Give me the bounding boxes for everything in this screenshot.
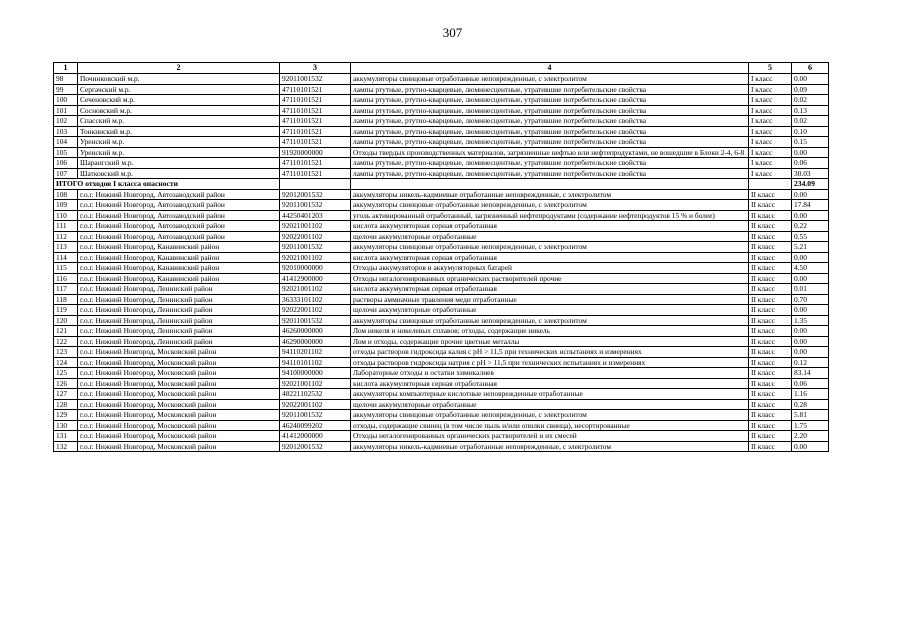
municipality-cell: г.о.г. Нижний Новгород, Ленинский район [78, 294, 280, 305]
hazard-class-cell: II класс [749, 284, 792, 295]
waste-description-cell: лампы ртутные, ртутно-кварцевые, люминесцентные, утратившие потребительские свойства [351, 84, 749, 95]
municipality-cell: Уренский м.р. [78, 137, 280, 148]
waste-amount-cell: 0.00 [792, 189, 829, 200]
waste-amount-cell: 0.06 [792, 158, 829, 169]
table-row [54, 347, 829, 358]
row-number-cell: 112 [54, 231, 78, 242]
hazard-class-cell: II класс [749, 389, 792, 400]
waste-amount-cell: 0.13 [792, 105, 829, 116]
waste-description-cell: кислота аккумуляторная серная отработанная [351, 378, 749, 389]
row-number-cell: 108 [54, 189, 78, 200]
municipality-cell: Починковский м.р. [78, 74, 280, 85]
waste-description-cell: лампы ртутные, ртутно-кварцевые, люминесцентные, утратившие потребительские свойства [351, 105, 749, 116]
waste-code-cell: 47110101521 [280, 95, 351, 106]
table-row [54, 84, 829, 95]
municipality-cell: Тонкинский м.р. [78, 126, 280, 137]
hazard-class-cell: II класс [749, 431, 792, 442]
table-row [54, 221, 829, 232]
row-number-cell: 123 [54, 347, 78, 358]
hazard-class-cell: II класс [749, 420, 792, 431]
hazard-class-cell: I класс [749, 168, 792, 179]
waste-description-cell: кислота аккумуляторная серная отработанная [351, 284, 749, 295]
hazard-class-cell: II класс [749, 336, 792, 347]
municipality-cell: Шатковский м.р. [78, 168, 280, 179]
municipality-cell: г.о.г. Нижний Новгород, Московский район [78, 347, 280, 358]
municipality-cell: г.о.г. Нижний Новгород, Канавинский район [78, 273, 280, 284]
waste-code-cell: 48221102532 [280, 389, 351, 400]
row-number-cell: 129 [54, 410, 78, 421]
row-number-cell: 106 [54, 158, 78, 169]
municipality-cell: Спасский м.р. [78, 116, 280, 127]
waste-description-cell: аккумуляторы свинцовые отработанные неповрежденные, с электролитом [351, 242, 749, 253]
row-number-cell: 119 [54, 305, 78, 316]
waste-description-cell: аккумуляторы никель-кадмиевые отработанные неповрежденные, с электролитом [351, 441, 749, 452]
waste-description-cell: Лом никеля и никелевых сплавов; отходы, содержащие никель [351, 326, 749, 337]
municipality-cell: г.о.г. Нижний Новгород, Ленинский район [78, 305, 280, 316]
waste-code-cell: 46240099202 [280, 420, 351, 431]
table-row [54, 116, 829, 127]
waste-description-cell: Отходы негалогенированных органических растворителей прочие [351, 273, 749, 284]
row-number-cell: 120 [54, 315, 78, 326]
waste-description-cell: отходы растворов гидроксида натрия с pH > 11,5 при технических испытаниях и измерениях [351, 357, 749, 368]
row-number-cell: 105 [54, 147, 78, 158]
waste-description-cell: аккумуляторы никель-кадмиевые отработанные неповрежденные, с электролитом [351, 189, 749, 200]
waste-code-cell: 91920000000 [280, 147, 351, 158]
municipality-cell: г.о.г. Нижний Новгород, Московский район [78, 410, 280, 421]
total-label: ИТОГО отходов I класса опасности [54, 179, 280, 190]
hazard-class-cell: II класс [749, 399, 792, 410]
hazard-class-cell: II класс [749, 231, 792, 242]
column-header: 1 [54, 63, 78, 74]
row-number-cell: 115 [54, 263, 78, 274]
table-row [54, 431, 829, 442]
table-row [54, 137, 829, 148]
row-number-cell: 122 [54, 336, 78, 347]
hazard-class-cell: I класс [749, 74, 792, 85]
waste-description-cell: щелочи аккумуляторные отработанные [351, 231, 749, 242]
waste-description-cell: щелочи аккумуляторные отработанные [351, 399, 749, 410]
waste-description-cell: лампы ртутные, ртутно-кварцевые, люминесцентные, утратившие потребительские свойства [351, 158, 749, 169]
waste-amount-cell: 0.12 [792, 357, 829, 368]
waste-amount-cell: 0.00 [792, 326, 829, 337]
row-number-cell: 102 [54, 116, 78, 127]
total-row [54, 179, 829, 190]
row-number-cell: 113 [54, 242, 78, 253]
waste-description-cell: растворы аммиачные травления меди отработанные [351, 294, 749, 305]
table-row [54, 168, 829, 179]
table-row [54, 305, 829, 316]
hazard-class-cell: II класс [749, 221, 792, 232]
row-number-cell: 101 [54, 105, 78, 116]
waste-amount-cell: 1.35 [792, 315, 829, 326]
hazard-class-cell: I класс [749, 126, 792, 137]
row-number-cell: 103 [54, 126, 78, 137]
waste-amount-cell: 2.20 [792, 431, 829, 442]
row-number-cell: 98 [54, 74, 78, 85]
waste-description-cell: лампы ртутные, ртутно-кварцевые, люминесцентные, утратившие потребительские свойства [351, 168, 749, 179]
hazard-class-cell: I класс [749, 95, 792, 106]
municipality-cell: г.о.г. Нижний Новгород, Ленинский район [78, 326, 280, 337]
waste-code-cell: 92021001102 [280, 284, 351, 295]
row-number-cell: 118 [54, 294, 78, 305]
waste-description-cell: отходы, содержащие свинец (в том числе пыль и/или опилки свинца), несортированные [351, 420, 749, 431]
waste-amount-cell: 0.02 [792, 95, 829, 106]
table-row [54, 200, 829, 211]
column-header: 4 [351, 63, 749, 74]
municipality-cell: г.о.г. Нижний Новгород, Ленинский район [78, 284, 280, 295]
waste-description-cell: уголь активированный отработанный, загрязненный нефтепродуктами (содержание нефтепродуктов 15 % и более) [351, 210, 749, 221]
waste-description-cell: кислота аккумуляторная серная отработанная [351, 221, 749, 232]
table-row [54, 294, 829, 305]
row-number-cell: 126 [54, 378, 78, 389]
waste-description-cell: лампы ртутные, ртутно-кварцевые, люминесцентные, утратившие потребительские свойства [351, 126, 749, 137]
row-number-cell: 116 [54, 273, 78, 284]
waste-amount-cell: 5.81 [792, 410, 829, 421]
table-row [54, 389, 829, 400]
hazard-class-cell: II класс [749, 357, 792, 368]
municipality-cell: Шарангский м.р. [78, 158, 280, 169]
waste-description-cell: отходы растворов гидроксида калия с pH > 11,5 при технических испытаниях и измерениях [351, 347, 749, 358]
waste-code-cell: 47110101521 [280, 126, 351, 137]
waste-code-cell: 47110101521 [280, 158, 351, 169]
waste-description-cell: Отходы твердых производственных материалов, загрязненные нефтью или нефтепродуктами, не вошедшие в Блоки 2-4, 6-8 [351, 147, 749, 158]
row-number-cell: 124 [54, 357, 78, 368]
table-row [54, 399, 829, 410]
hazard-class-cell: II класс [749, 368, 792, 379]
waste-amount-cell: 0.06 [792, 378, 829, 389]
hazard-class-cell: I класс [749, 147, 792, 158]
waste-description-cell: аккумуляторы свинцовые отработанные неповрежденные, с электролитом [351, 200, 749, 211]
municipality-cell: Уренский м.р. [78, 147, 280, 158]
table-row [54, 410, 829, 421]
row-number-cell: 130 [54, 420, 78, 431]
waste-code-cell: 92011001532 [280, 74, 351, 85]
hazard-class-cell: I класс [749, 158, 792, 169]
municipality-cell: г.о.г. Нижний Новгород, Московский район [78, 441, 280, 452]
waste-amount-cell: 4.50 [792, 263, 829, 274]
waste-code-cell: 47110101521 [280, 116, 351, 127]
waste-code-cell: 47110101521 [280, 137, 351, 148]
row-number-cell: 125 [54, 368, 78, 379]
table-row [54, 273, 829, 284]
row-number-cell: 100 [54, 95, 78, 106]
hazard-class-cell: II класс [749, 315, 792, 326]
waste-description-cell: аккумуляторы компьютерные кислотные неповрежденные отработанные [351, 389, 749, 400]
waste-amount-cell: 30.03 [792, 168, 829, 179]
hazard-class-cell: II класс [749, 294, 792, 305]
municipality-cell: г.о.г. Нижний Новгород, Московский район [78, 431, 280, 442]
municipality-cell: г.о.г. Нижний Новгород, Автозаводский район [78, 200, 280, 211]
municipality-cell: г.о.г. Нижний Новгород, Канавинский район [78, 263, 280, 274]
waste-amount-cell: 0.00 [792, 273, 829, 284]
hazard-class-cell: I класс [749, 116, 792, 127]
column-header: 5 [749, 63, 792, 74]
column-header: 2 [78, 63, 280, 74]
row-number-cell: 99 [54, 84, 78, 95]
hazard-class-cell: I класс [749, 137, 792, 148]
total-empty-cell [749, 179, 792, 190]
waste-code-cell: 46260000000 [280, 326, 351, 337]
hazard-class-cell: I класс [749, 84, 792, 95]
column-header: 6 [792, 63, 829, 74]
column-header: 3 [280, 63, 351, 74]
row-number-cell: 131 [54, 431, 78, 442]
municipality-cell: Сергачский м.р. [78, 84, 280, 95]
hazard-class-cell: II класс [749, 242, 792, 253]
waste-registry-table [53, 62, 829, 452]
waste-amount-cell: 0.55 [792, 231, 829, 242]
waste-code-cell: 92012001532 [280, 441, 351, 452]
waste-code-cell: 92022001102 [280, 231, 351, 242]
waste-amount-cell: 1.75 [792, 420, 829, 431]
row-number-cell: 132 [54, 441, 78, 452]
waste-amount-cell: 0.00 [792, 347, 829, 358]
waste-code-cell: 94110101102 [280, 357, 351, 368]
hazard-class-cell: II класс [749, 305, 792, 316]
table-row [54, 326, 829, 337]
waste-description-cell: аккумуляторы свинцовые отработанные неповрежденные, с электролитом [351, 410, 749, 421]
table-row [54, 368, 829, 379]
waste-description-cell: Лом и отходы, содержащие прочие цветные металлы [351, 336, 749, 347]
waste-code-cell: 41412900000 [280, 273, 351, 284]
waste-description-cell: Отходы негалогенированных органических растворителей и их смесей [351, 431, 749, 442]
hazard-class-cell: II класс [749, 347, 792, 358]
row-number-cell: 110 [54, 210, 78, 221]
total-empty-cell [280, 179, 351, 190]
table-body [54, 74, 829, 452]
table-row [54, 189, 829, 200]
row-number-cell: 114 [54, 252, 78, 263]
waste-code-cell: 92021001102 [280, 378, 351, 389]
waste-amount-cell: 0.10 [792, 126, 829, 137]
table-row [54, 126, 829, 137]
waste-code-cell: 94100000000 [280, 368, 351, 379]
municipality-cell: Сеченовский м.р. [78, 95, 280, 106]
table-row [54, 284, 829, 295]
hazard-class-cell: II класс [749, 410, 792, 421]
table-row [54, 441, 829, 452]
waste-amount-cell: 0.00 [792, 147, 829, 158]
waste-code-cell: 94110201102 [280, 347, 351, 358]
waste-amount-cell: 0.15 [792, 137, 829, 148]
column-number-row [54, 63, 829, 74]
table-row [54, 158, 829, 169]
waste-code-cell: 44250401203 [280, 210, 351, 221]
table-row [54, 231, 829, 242]
waste-code-cell: 92011001532 [280, 200, 351, 211]
waste-code-cell: 92011001532 [280, 315, 351, 326]
waste-code-cell: 92022001102 [280, 399, 351, 410]
municipality-cell: г.о.г. Нижний Новгород, Автозаводский район [78, 210, 280, 221]
row-number-cell: 107 [54, 168, 78, 179]
municipality-cell: г.о.г. Нижний Новгород, Московский район [78, 378, 280, 389]
waste-amount-cell: 1.16 [792, 389, 829, 400]
table-row [54, 74, 829, 85]
table-row [54, 420, 829, 431]
waste-amount-cell: 0.00 [792, 305, 829, 316]
total-value: 234.09 [792, 179, 829, 190]
municipality-cell: г.о.г. Нижний Новгород, Московский район [78, 399, 280, 410]
table-row [54, 210, 829, 221]
municipality-cell: г.о.г. Нижний Новгород, Московский район [78, 420, 280, 431]
row-number-cell: 109 [54, 200, 78, 211]
municipality-cell: г.о.г. Нижний Новгород, Автозаводский район [78, 231, 280, 242]
page-number: 307 [442, 25, 463, 40]
waste-code-cell: 36333101102 [280, 294, 351, 305]
hazard-class-cell: I класс [749, 105, 792, 116]
table-row [54, 242, 829, 253]
hazard-class-cell: II класс [749, 189, 792, 200]
hazard-class-cell: II класс [749, 210, 792, 221]
hazard-class-cell: II класс [749, 441, 792, 452]
table-row [54, 315, 829, 326]
municipality-cell: г.о.г. Нижний Новгород, Автозаводский район [78, 189, 280, 200]
municipality-cell: г.о.г. Нижний Новгород, Ленинский район [78, 315, 280, 326]
waste-amount-cell: 0.02 [792, 116, 829, 127]
waste-description-cell: лампы ртутные, ртутно-кварцевые, люминесцентные, утратившие потребительские свойства [351, 95, 749, 106]
waste-amount-cell: 0.00 [792, 441, 829, 452]
hazard-class-cell: II класс [749, 378, 792, 389]
waste-amount-cell: 17.84 [792, 200, 829, 211]
hazard-class-cell: II класс [749, 326, 792, 337]
municipality-cell: г.о.г. Нижний Новгород, Московский район [78, 368, 280, 379]
table-row [54, 378, 829, 389]
waste-code-cell: 47110101521 [280, 105, 351, 116]
municipality-cell: Сосновский м.р. [78, 105, 280, 116]
waste-code-cell: 92012001532 [280, 189, 351, 200]
waste-code-cell: 41412000000 [280, 431, 351, 442]
waste-code-cell: 92022001102 [280, 305, 351, 316]
waste-code-cell: 47110101521 [280, 168, 351, 179]
hazard-class-cell: II класс [749, 200, 792, 211]
waste-code-cell: 47110101521 [280, 84, 351, 95]
municipality-cell: г.о.г. Нижний Новгород, Ленинский район [78, 336, 280, 347]
row-number-cell: 127 [54, 389, 78, 400]
waste-amount-cell: 0.00 [792, 74, 829, 85]
table-row [54, 95, 829, 106]
table-row [54, 105, 829, 116]
waste-code-cell: 92010000000 [280, 263, 351, 274]
table-row [54, 147, 829, 158]
table-row [54, 252, 829, 263]
waste-description-cell: кислота аккумуляторная серная отработанная [351, 252, 749, 263]
waste-description-cell: лампы ртутные, ртутно-кварцевые, люминесцентные, утратившие потребительские свойства [351, 137, 749, 148]
waste-amount-cell: 0.09 [792, 84, 829, 95]
hazard-class-cell: II класс [749, 273, 792, 284]
waste-code-cell: 92011001532 [280, 410, 351, 421]
total-empty-cell [351, 179, 749, 190]
municipality-cell: г.о.г. Нижний Новгород, Московский район [78, 357, 280, 368]
waste-description-cell: Отходы аккумуляторов и аккумуляторных батарей [351, 263, 749, 274]
hazard-class-cell: II класс [749, 252, 792, 263]
waste-description-cell: аккумуляторы свинцовые отработанные неповрежденные, с электролитом [351, 74, 749, 85]
waste-amount-cell: 0.70 [792, 294, 829, 305]
waste-amount-cell: 0.01 [792, 284, 829, 295]
waste-description-cell: Лабораторные отходы и остатки химикалиев [351, 368, 749, 379]
table-row [54, 263, 829, 274]
waste-description-cell: аккумуляторы свинцовые отработанные неповрежденные, с электролитом [351, 315, 749, 326]
waste-amount-cell: 0.22 [792, 221, 829, 232]
table-row [54, 357, 829, 368]
municipality-cell: г.о.г. Нижний Новгород, Канавинский район [78, 252, 280, 263]
waste-description-cell: лампы ртутные, ртутно-кварцевые, люминесцентные, утратившие потребительские свойства [351, 116, 749, 127]
waste-code-cell: 46290000000 [280, 336, 351, 347]
hazard-class-cell: II класс [749, 263, 792, 274]
waste-amount-cell: 0.00 [792, 252, 829, 263]
waste-code-cell: 92021001102 [280, 252, 351, 263]
waste-amount-cell: 83.14 [792, 368, 829, 379]
waste-code-cell: 92021001102 [280, 221, 351, 232]
waste-amount-cell: 0.00 [792, 336, 829, 347]
row-number-cell: 111 [54, 221, 78, 232]
row-number-cell: 104 [54, 137, 78, 148]
waste-amount-cell: 0.00 [792, 210, 829, 221]
municipality-cell: г.о.г. Нижний Новгород, Канавинский район [78, 242, 280, 253]
waste-amount-cell: 0.28 [792, 399, 829, 410]
waste-amount-cell: 5.21 [792, 242, 829, 253]
municipality-cell: г.о.г. Нижний Новгород, Автозаводский район [78, 221, 280, 232]
row-number-cell: 128 [54, 399, 78, 410]
table-row [54, 336, 829, 347]
waste-code-cell: 92011001532 [280, 242, 351, 253]
municipality-cell: г.о.г. Нижний Новгород, Московский район [78, 389, 280, 400]
waste-description-cell: щелочи аккумуляторные отработанные [351, 305, 749, 316]
row-number-cell: 117 [54, 284, 78, 295]
row-number-cell: 121 [54, 326, 78, 337]
